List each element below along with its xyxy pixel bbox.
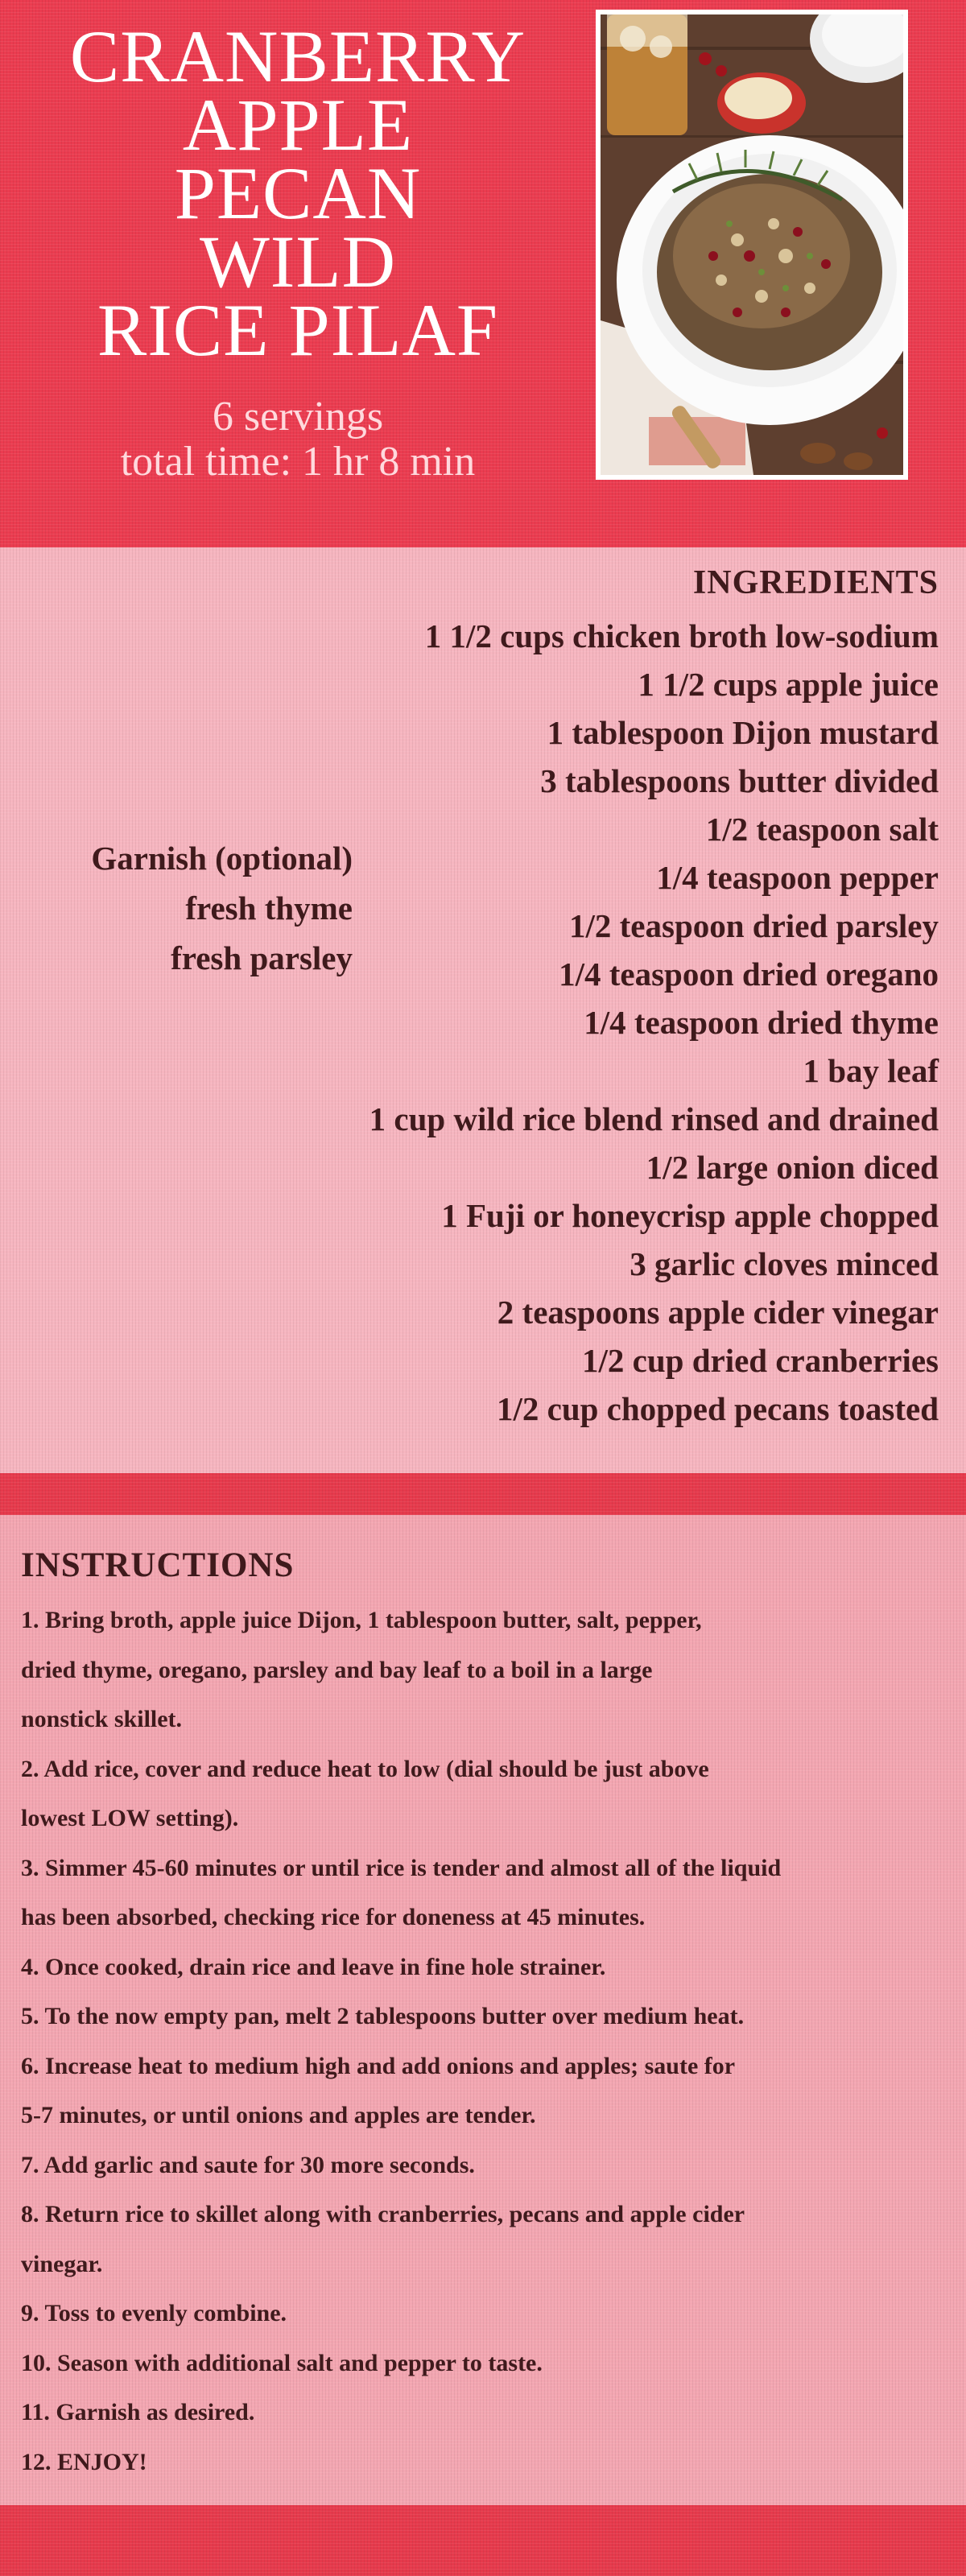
ingredient-item: 3 tablespoons butter divided <box>540 762 939 799</box>
footer-band <box>0 2505 966 2576</box>
recipe-header <box>0 0 966 547</box>
instructions-heading: INSTRUCTIONS <box>21 1546 295 1584</box>
title-line: PECAN <box>174 152 422 234</box>
ingredient-item: 1/4 teaspoon dried thyme <box>584 1004 939 1041</box>
instruction-line: has been absorbed, checking rice for doneness at 45 minutes. <box>21 1904 646 1930</box>
ingredient-item: 1 tablespoon Dijon mustard <box>547 714 939 751</box>
instruction-line: 7. Add garlic and saute for 30 more seconds. <box>21 2151 475 2178</box>
instruction-line: 12. ENJOY! <box>21 2448 147 2475</box>
instruction-line: lowest LOW setting). <box>21 1805 239 1831</box>
garnish-item: fresh parsley <box>171 939 353 976</box>
instruction-line: vinegar. <box>21 2250 103 2277</box>
instruction-line: 1. Bring broth, apple juice Dijon, 1 tablespoon butter, salt, pepper, <box>21 1607 702 1633</box>
ingredient-item: 1 bay leaf <box>803 1052 939 1089</box>
ingredient-item: 1 1/2 cups apple juice <box>638 666 939 703</box>
instruction-line: 4. Once cooked, drain rice and leave in fine hole strainer. <box>21 1953 606 1980</box>
title-line: APPLE <box>182 84 414 166</box>
instruction-line: 11. Garnish as desired. <box>21 2399 255 2425</box>
recipe-meta <box>32 394 564 485</box>
ingredients-list <box>369 612 939 1433</box>
instructions-list <box>21 1596 955 2487</box>
instruction-line: nonstick skillet. <box>21 1706 183 1732</box>
recipe-title <box>32 15 564 371</box>
title-line: CRANBERRY <box>69 15 526 97</box>
ingredient-item: 2 teaspoons apple cider vinegar <box>497 1294 939 1331</box>
garnish-item: fresh thyme <box>185 890 353 927</box>
instruction-line: 9. Toss to evenly combine. <box>21 2300 287 2326</box>
section-divider <box>0 1473 966 1515</box>
instruction-line: dried thyme, oregano, parsley and bay leaf to a boil in a large <box>21 1656 653 1683</box>
instruction-line: 5-7 minutes, or until onions and apples are tender. <box>21 2102 536 2128</box>
ingredient-item: 1 cup wild rice blend rinsed and drained <box>369 1100 939 1137</box>
garnish-block <box>91 833 353 983</box>
ingredient-item: 1 1/2 cups chicken broth low-sodium <box>424 617 939 654</box>
instructions-section <box>0 1515 966 2505</box>
ingredient-item: 3 garlic cloves minced <box>630 1245 939 1282</box>
title-line: WILD <box>199 221 397 303</box>
ingredients-heading: INGREDIENTS <box>692 564 939 601</box>
total-time-text: total time: 1 hr 8 min <box>120 439 476 485</box>
instruction-line: 5. To the now empty pan, melt 2 tablespoons butter over medium heat. <box>21 2003 745 2029</box>
instruction-line: 8. Return rice to skillet along with cranberries, pecans and apple cider <box>21 2201 745 2227</box>
instruction-line: 6. Increase heat to medium high and add onions and apples; saute for <box>21 2052 736 2079</box>
ingredient-item: 1/4 teaspoon dried oregano <box>559 956 939 993</box>
ingredient-item: 1/2 teaspoon dried parsley <box>569 907 939 944</box>
recipe-photo <box>596 10 908 480</box>
ingredient-item: 1 Fuji or honeycrisp apple chopped <box>441 1197 939 1234</box>
ingredient-item: 1/2 cup dried cranberries <box>582 1342 939 1379</box>
instruction-line: 2. Add rice, cover and reduce heat to low (dial should be just above <box>21 1755 709 1782</box>
title-line: RICE PILAF <box>97 289 499 371</box>
instruction-line: 10. Season with additional salt and pepper to taste. <box>21 2349 543 2376</box>
ingredient-item: 1/4 teaspoon pepper <box>656 859 939 896</box>
ingredient-item: 1/2 cup chopped pecans toasted <box>496 1390 939 1427</box>
garnish-heading: Garnish (optional) <box>91 840 353 877</box>
instruction-line: 3. Simmer 45-60 minutes or until rice is tender and almost all of the liquid <box>21 1854 782 1881</box>
servings-text: 6 servings <box>212 394 384 440</box>
ingredient-item: 1/2 large onion diced <box>646 1149 939 1186</box>
ingredient-item: 1/2 teaspoon salt <box>705 811 939 848</box>
ingredients-section <box>0 547 966 1473</box>
